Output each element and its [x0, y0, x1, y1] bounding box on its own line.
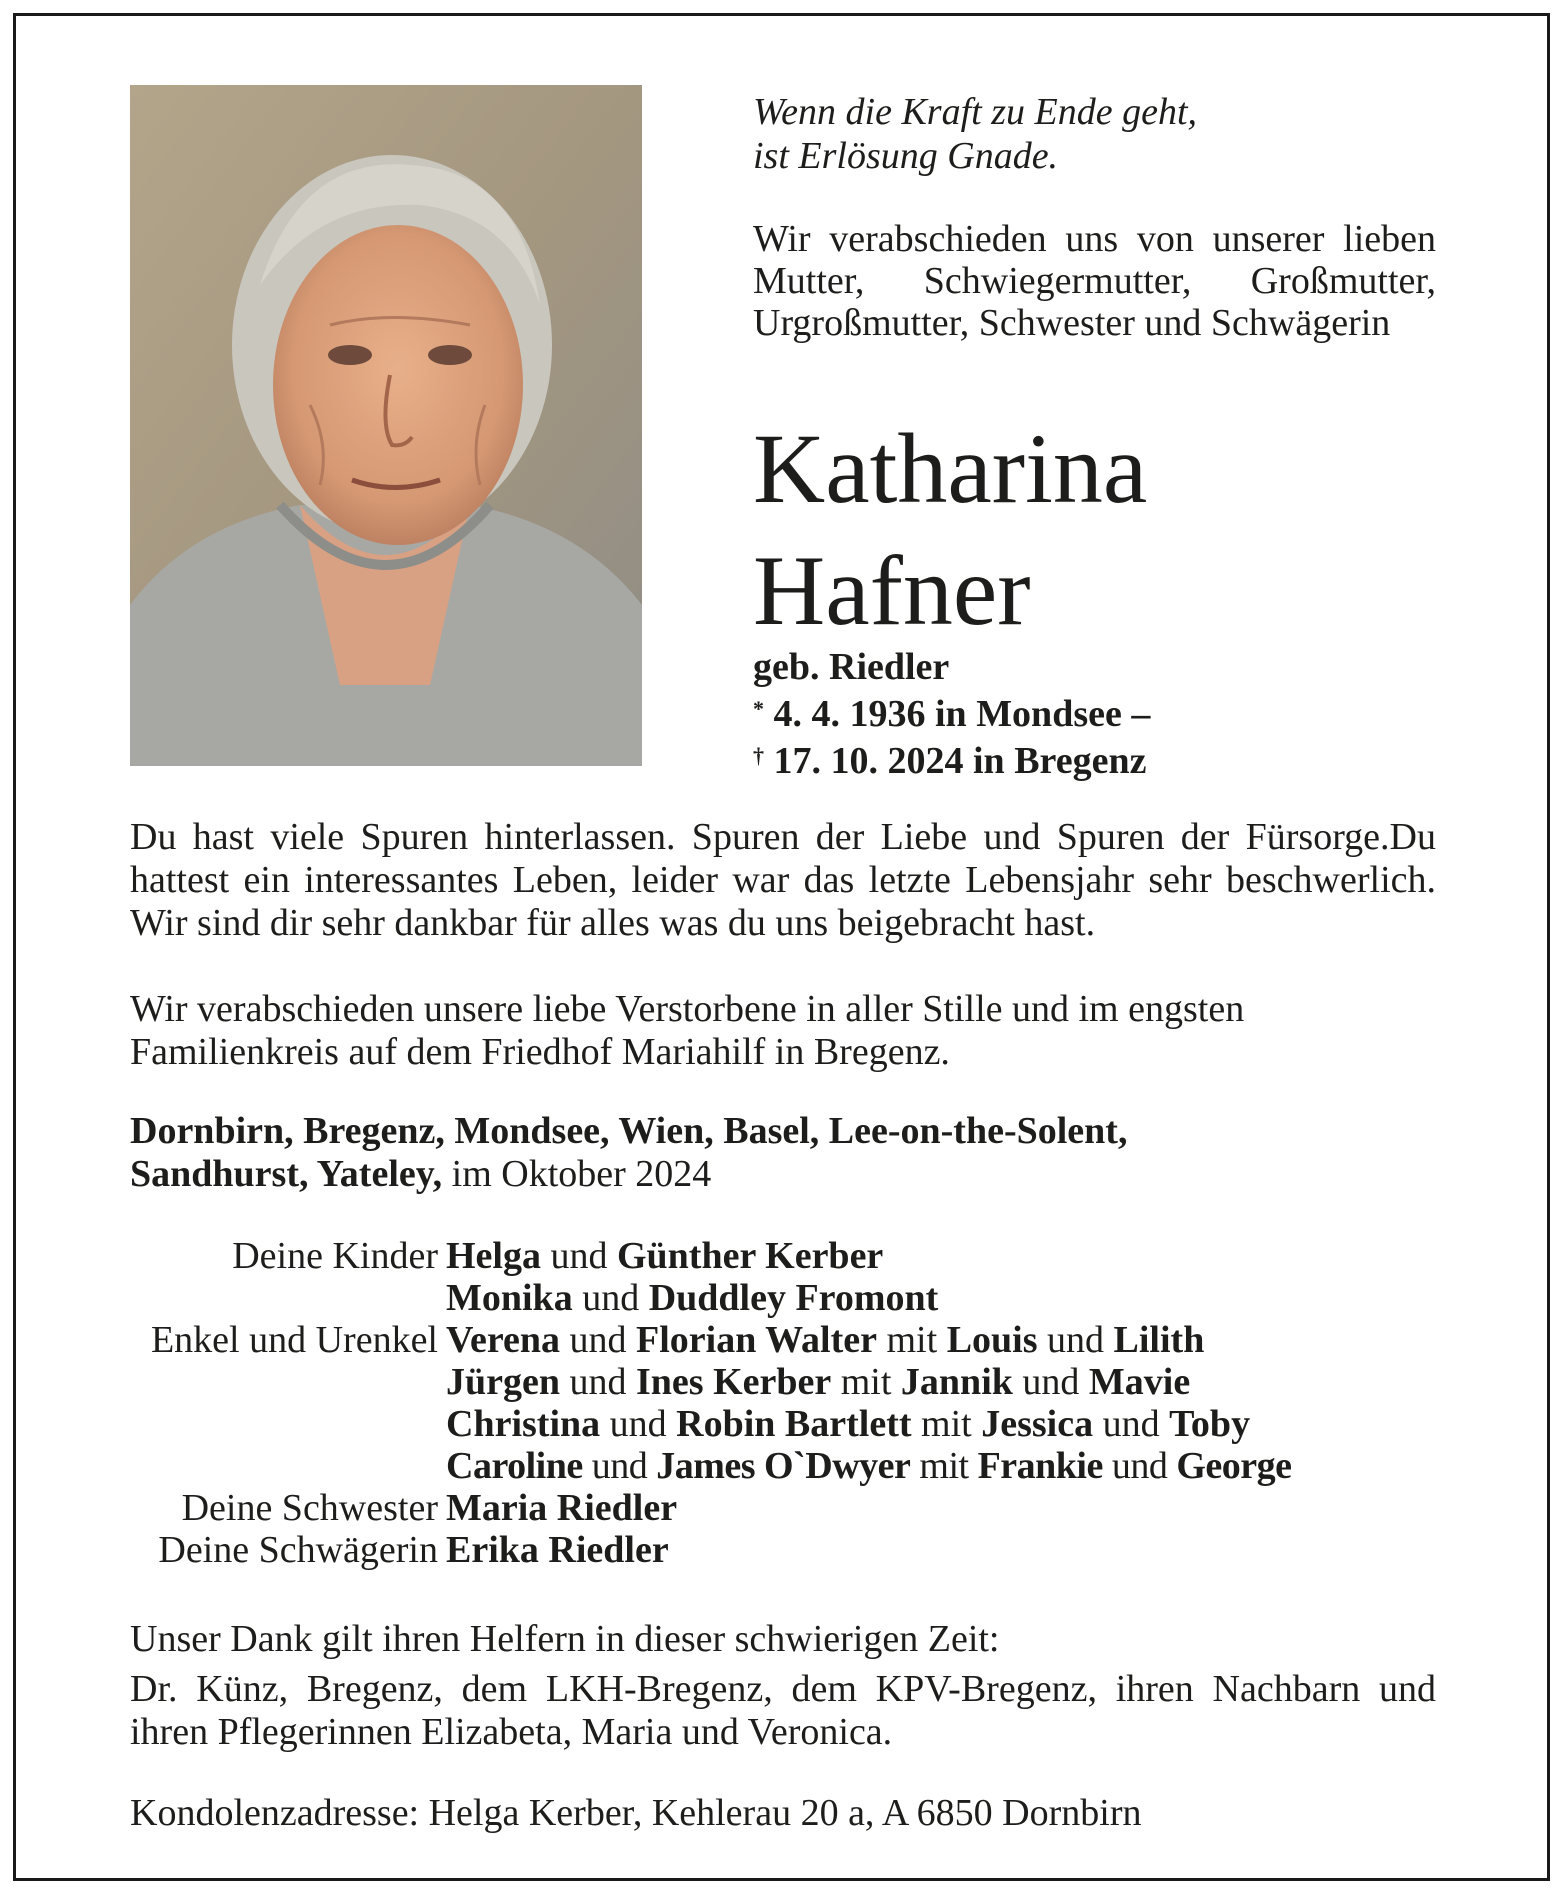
family-row [130, 1319, 1450, 1361]
farewell-text: Wir verabschieden unsere liebe Verstorbene in aller Stille und im engsten Familienkreis auf dem Friedhof Mariahilf in Bregenz. [130, 988, 1245, 1073]
family-row [130, 1445, 1450, 1487]
thanks-heading: Unser Dank gilt ihren Helfern in dieser schwierigen Zeit: [130, 1618, 1000, 1660]
family-names: Christina und Robin Bartlett mit Jessica und Toby [446, 1403, 1251, 1445]
family-names: Jürgen und Ines Kerber mit Jannik und Mavie [446, 1361, 1191, 1403]
family-names: Maria Riedler [446, 1487, 678, 1529]
family-names: Monika und Duddley Fromont [446, 1277, 939, 1319]
motto [753, 90, 1453, 178]
birth-line [753, 688, 1453, 735]
family-row [130, 1235, 1450, 1277]
thanks-text: Dr. Künz, Bregenz, dem LKH-Bregenz, dem KPV-Bregenz, ihren Nachbarn und ihren Pflegerinnen Elizabeta, Maria und Veronica. [130, 1668, 1436, 1753]
first-name: Katharina [753, 413, 1148, 524]
places-line-1: Dornbirn, Bregenz, Mondsee, Wien, Basel, Lee-on-the-Solent, [130, 1110, 1128, 1152]
family-names: Erika Riedler [446, 1529, 669, 1571]
last-name: Hafner [753, 535, 1031, 646]
obituary-date: im Oktober 2024 [451, 1153, 712, 1195]
family-names: Verena und Florian Walter mit Louis und Lilith [446, 1319, 1205, 1361]
portrait-photo [130, 85, 642, 766]
places-line-2: Sandhurst, Yateley, im Oktober 2024 [130, 1153, 712, 1195]
tribute-text: Du hast viele Spuren hinterlassen. Spuren der Liebe und Spuren der Fürsorge.Du hattest ein interessantes Leben, leider war das letzte Lebensjahr sehr beschwerlich. Wir sind dir sehr dankbar für alles was du uns beigebracht hast. [130, 816, 1436, 944]
family-relation [130, 1445, 446, 1487]
death-date: 17. 10. 2024 in Bregenz [773, 740, 1147, 782]
death-line [753, 735, 1453, 782]
family-relation [130, 1403, 446, 1445]
maiden-name: geb. Riedler [753, 646, 950, 688]
family-names: Caroline und James O`Dwyer mit Frankie und George [446, 1445, 1292, 1487]
death-symbol: † [753, 743, 764, 768]
places-date [130, 1110, 1436, 1196]
family-relation: Deine Schwägerin [158, 1529, 438, 1571]
family-relation [130, 1361, 446, 1403]
life-dates [753, 646, 1453, 782]
family-row [130, 1361, 1450, 1403]
family-relation: Deine Kinder [232, 1235, 438, 1277]
family-row [130, 1277, 1450, 1319]
family-relation [130, 1277, 446, 1319]
birth-date: 4. 4. 1936 in Mondsee – [773, 693, 1151, 735]
family-row [130, 1529, 1450, 1571]
family-list [130, 1235, 1450, 1571]
condolence-address: Kondolenzadresse: Helga Kerber, Kehlerau 20 a, A 6850 Dornbirn [130, 1792, 1142, 1834]
family-names: Helga und Günther Kerber [446, 1235, 884, 1277]
motto-line-1: Wenn die Kraft zu Ende geht, [753, 91, 1197, 133]
birth-symbol: * [753, 696, 764, 721]
family-row [130, 1403, 1450, 1445]
family-relation: Deine Schwester [181, 1487, 438, 1529]
deceased-name [753, 408, 1453, 652]
motto-line-2: ist Erlösung Gnade. [753, 135, 1059, 177]
intro-text: Wir verabschieden uns von unserer lieben Mutter, Schwiegermutter, Großmutter, Urgroßmutter, Schwester und Schwägerin [753, 218, 1436, 344]
family-row [130, 1487, 1450, 1529]
family-relation: Enkel und Urenkel [150, 1319, 438, 1361]
